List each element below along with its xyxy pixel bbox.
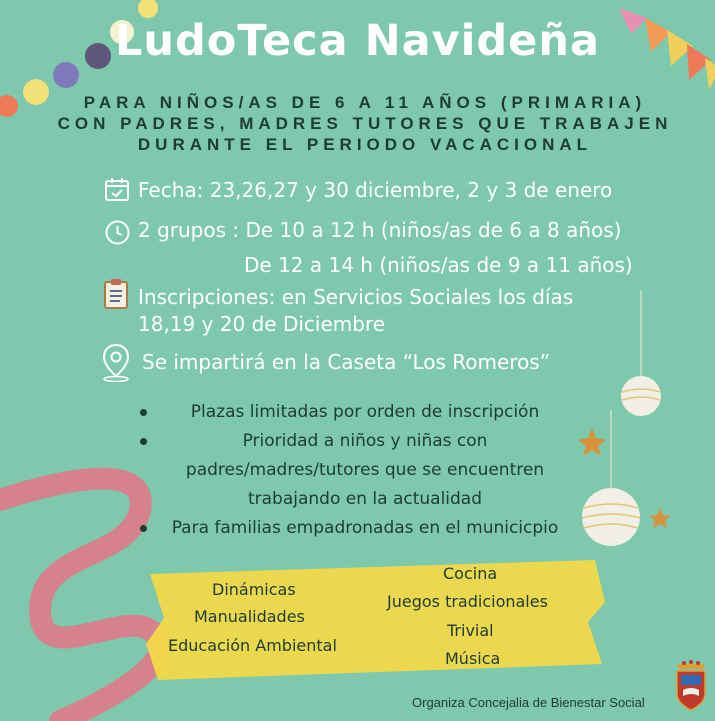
list-item [140, 514, 590, 543]
calendar-icon [104, 176, 130, 202]
activity-left-2: Manualidades [194, 607, 305, 626]
ornaments [570, 250, 715, 560]
bullet-text: Para familias empadronadas en el municicpio [171, 518, 559, 538]
fecha-text: Fecha: 23,26,27 y 30 diciembre, 2 y 3 de enero [138, 178, 613, 202]
bullet-text: Prioridad a niños y niñas con [242, 431, 488, 451]
poster-title: LudoTeca Navideña [115, 16, 600, 66]
bullet-dot [140, 409, 147, 416]
bullet-dot [140, 525, 147, 532]
activity-right-2: Juegos tradicionales [387, 592, 548, 611]
inscripciones-text-2: 18,19 y 20 de Diciembre [138, 312, 386, 336]
coat-of-arms-icon [672, 660, 710, 716]
bullet-list [140, 398, 590, 543]
list-item [140, 398, 590, 427]
grupos-text-2: De 12 a 14 h (niños/as de 9 a 11 años) [244, 253, 633, 277]
subtitle-line: CON PADRES, MADRES TUTORES QUE TRABAJEN [57, 114, 673, 133]
inscripciones-text-1: Inscripciones: en Servicios Sociales los días [138, 285, 574, 309]
activity-right-1: Cocina [443, 564, 498, 583]
activity-right-4: Música [445, 649, 501, 668]
activity-left-3: Educación Ambiental [168, 636, 337, 655]
grupos-text-1: 2 grupos : De 10 a 12 h (niños/as de 6 a 8 años) [138, 218, 622, 242]
subtitle-line: DURANTE EL PERIODO VACACIONAL [137, 135, 593, 154]
location-pin-icon [100, 342, 132, 382]
bullet-dot [140, 438, 147, 445]
organizer-text: Organiza Concejalia de Bienestar Social [412, 695, 645, 710]
clock-icon [104, 219, 131, 246]
activity-left-1: Dinámicas [212, 580, 296, 599]
subtitle [40, 92, 690, 155]
subtitle-line: PARA NIÑOS/AS DE 6 A 11 AÑOS (PRIMARIA) [83, 93, 647, 112]
bullet-text: Plazas limitadas por orden de inscripción [190, 402, 540, 422]
activity-right-3: Trivial [447, 621, 494, 640]
bullet-text: padres/madres/tutores que se encuentren [185, 460, 545, 480]
lugar-text: Se impartirá en la Caseta “Los Romeros” [142, 350, 551, 374]
bullet-text: trabajando en la actualidad [247, 489, 483, 509]
clipboard-icon [102, 278, 132, 310]
list-item [140, 427, 590, 514]
